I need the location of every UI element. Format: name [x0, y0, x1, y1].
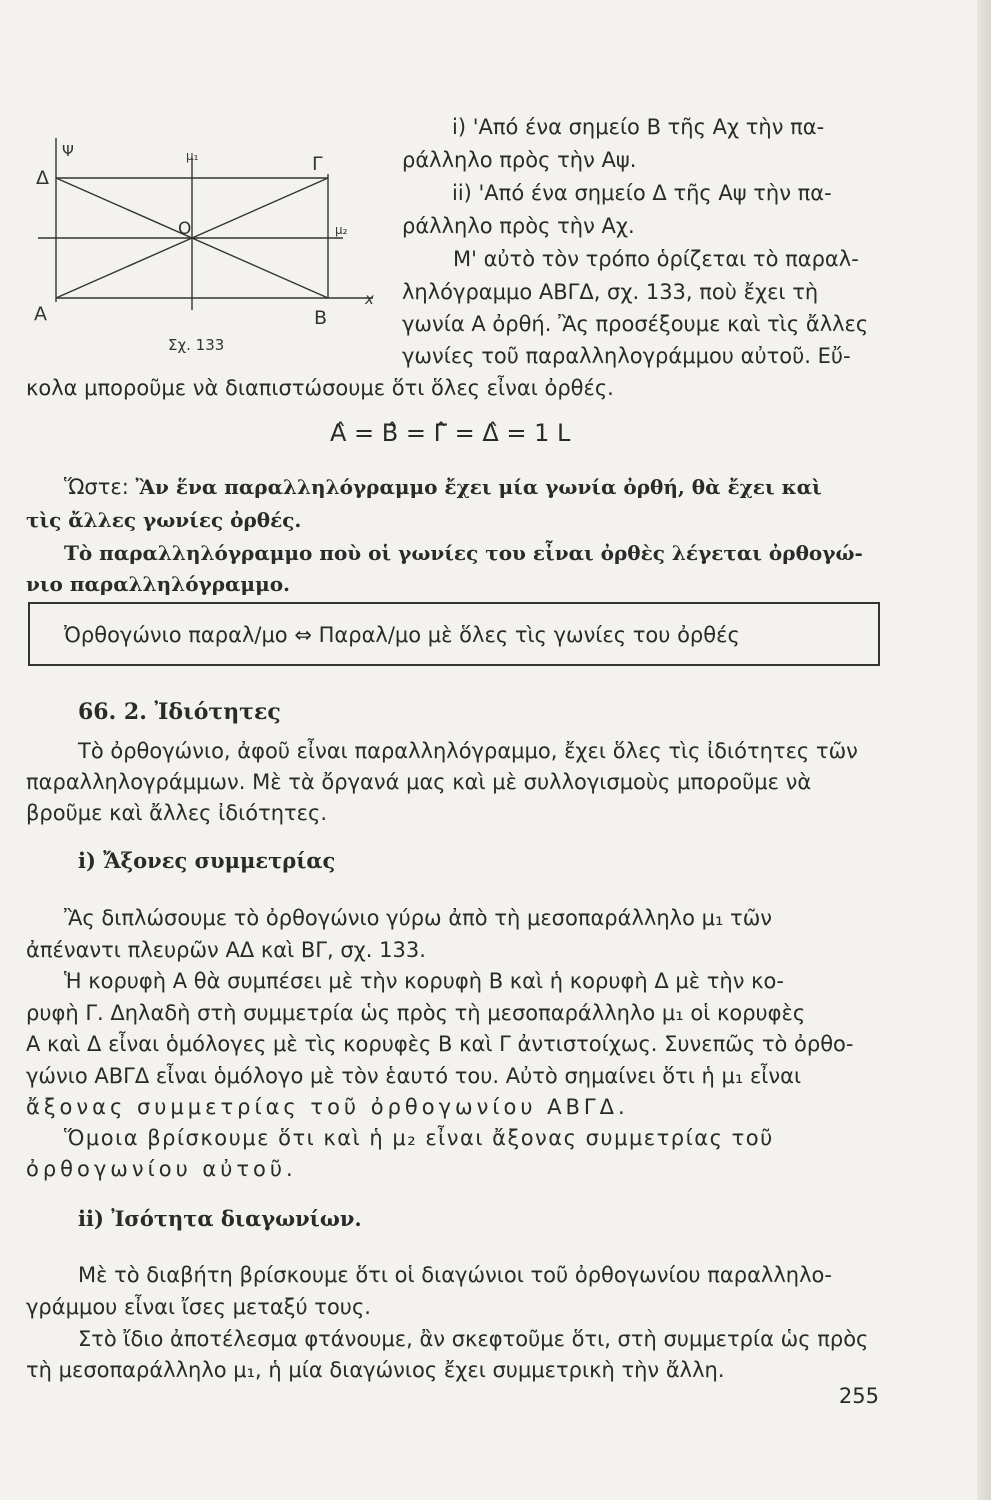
label-alpha: Α	[34, 303, 47, 325]
label-mu1: μ₁	[186, 149, 199, 163]
intro-line: Μ' αὐτὸ τὸν τρόπο ὁρίζεται τὸ παραλ-	[453, 247, 859, 271]
paragraph-line: παραλληλογράμμων. Μὲ τὰ ὄργανά μας καὶ μὲ συλλογισμοὺς μποροῦμε νὰ	[26, 770, 812, 794]
paragraph-line: Ὅμοια βρίσκουμε ὅτι καὶ ἡ μ₂ εἶναι ἄξονας συμμετρίας τοῦ	[64, 1126, 774, 1150]
page-number: 255	[838, 1384, 879, 1408]
figure-caption: Σχ. 133	[168, 336, 225, 354]
paragraph-line: Τὸ ὀρθογώνιο, ἀφοῦ εἶναι παραλληλόγραμμο, ἔχει ὅλες τὶς ἰδιότητες τῶν	[78, 739, 858, 763]
paragraph-line: Μὲ τὸ διαβήτη βρίσκουμε ὅτι οἱ διαγώνιοι τοῦ ὀρθογωνίου παραλληλο-	[78, 1263, 832, 1287]
paragraph-line: Στὸ ἴδιο ἀποτέλεσμα φτάνουμε, ἂν σκεφτοῦμε ὅτι, στὴ συμμετρία ὡς πρὸς	[78, 1327, 869, 1351]
paragraph-line: ἄξονας συμμετρίας τοῦ ὀρθογωνίου ΑΒΓΔ.	[26, 1095, 629, 1119]
intro-line: ράλληλο πρὸς τὴν Αψ.	[402, 148, 637, 172]
paragraph-line: γώνιο ΑΒΓΔ εἶναι ὁμόλογο μὲ τὸν ἑαυτό του. Αὐτὸ σημαίνει ὅτι ἡ μ₁ εἶναι	[26, 1064, 802, 1088]
paragraph-line: Ἂς διπλώσουμε τὸ ὀρθογώνιο γύρω ἀπὸ τὴ μεσοπαράλληλο μ₁ τῶν	[64, 906, 773, 930]
label-x: x	[365, 290, 374, 308]
paragraph-line: γράμμου εἶναι ἴσες μεταξύ τους.	[26, 1295, 371, 1319]
definition-box-text: Ὀρθογώνιο παραλ/μο ⇔ Παραλ/μο μὲ ὅλες τὶς γωνίες του ὀρθές	[64, 623, 740, 647]
intro-line: γωνία Α ὀρθή. Ἂς προσέξουμε καὶ τὶς ἄλλες	[402, 312, 869, 336]
subheading-diagonals: ii) Ἰσότητα διαγωνίων.	[78, 1206, 362, 1231]
paragraph-line: τὴ μεσοπαράλληλο μ₁, ἡ μία διαγώνιος ἔχει συμμετρικὴ τὴν ἄλλη.	[26, 1358, 725, 1382]
paragraph-line: Ἡ κορυφὴ Α θὰ συμπέσει μὲ τὴν κορυφὴ Β καὶ ἡ κορυφὴ Δ μὲ τὴν κο-	[64, 969, 784, 993]
intro-line: γωνίες τοῦ παραλληλογράμμου αὐτοῦ. Εὔ-	[402, 344, 851, 368]
paragraph-line: βροῦμε καὶ ἄλλες ἰδιότητες.	[26, 801, 328, 825]
label-o: O	[178, 219, 192, 239]
page-edge	[977, 0, 991, 1500]
label-beta: Β	[314, 307, 328, 329]
rule-definition: Τὸ παραλληλόγραμμο ποὺ οἱ γωνίες του εἶναι ὀρθὲς λέγεται ὀρθογώ-	[64, 541, 863, 565]
paragraph-line: ὀρθογωνίου αὐτοῦ.	[26, 1157, 297, 1181]
angle-equation: Α̂ = Β̂ = Γ̂ = Δ̂ = 1 L	[330, 419, 571, 447]
label-psi: Ψ	[62, 142, 74, 160]
label-delta: Δ	[36, 167, 49, 189]
rule-prefix: Ὥστε:	[64, 475, 129, 499]
paragraph-line: ρυφὴ Γ. Δηλαδὴ στὴ συμμετρία ὡς πρὸς τὴ μεσοπαράλληλο μ₁ οἱ κορυφὲς	[26, 1001, 806, 1025]
section-heading: 66. 2. Ἰδιότητες	[78, 699, 281, 725]
label-mu2: μ₂	[335, 223, 348, 237]
intro-line: ii) 'Από ένα σημείο Δ τῆς Αψ τὴν πα-	[452, 181, 832, 205]
label-gamma: Γ	[312, 153, 323, 175]
intro-line: κολα μποροῦμε νὰ διαπιστώσουμε ὅτι ὅλες εἶναι ὀρθές.	[26, 376, 614, 400]
intro-line: ράλληλο πρὸς τὴν Αχ.	[402, 214, 635, 238]
intro-line: i) 'Από ένα σημείο Β τῆς Αχ τὴν πα-	[452, 115, 825, 139]
figure-133	[28, 130, 388, 360]
rule-line-2: τὶς ἄλλες γωνίες ὀρθές.	[26, 508, 302, 532]
rule-definition-cont: νιο παραλληλόγραμμο.	[26, 572, 291, 596]
intro-line: ληλόγραμμο ΑΒΓΔ, σχ. 133, ποὺ ἔχει τὴ	[402, 280, 819, 304]
subheading-axes: i) Ἄξονες συμμετρίας	[78, 848, 336, 873]
rule-statement: Ἂν ἕνα παραλληλόγραμμο ἔχει μία γωνία ὀρθή, θὰ ἔχει καὶ	[135, 475, 822, 499]
paragraph-line: ἀπέναντι πλευρῶν ΑΔ καὶ ΒΓ, σχ. 133.	[26, 938, 426, 962]
rule-line-1	[64, 472, 822, 502]
paragraph-line: Α καὶ Δ εἶναι ὁμόλογες μὲ τὶς κορυφὲς Β καὶ Γ ἀντιστοίχως. Συνεπῶς τὸ ὀρθο-	[26, 1032, 854, 1056]
